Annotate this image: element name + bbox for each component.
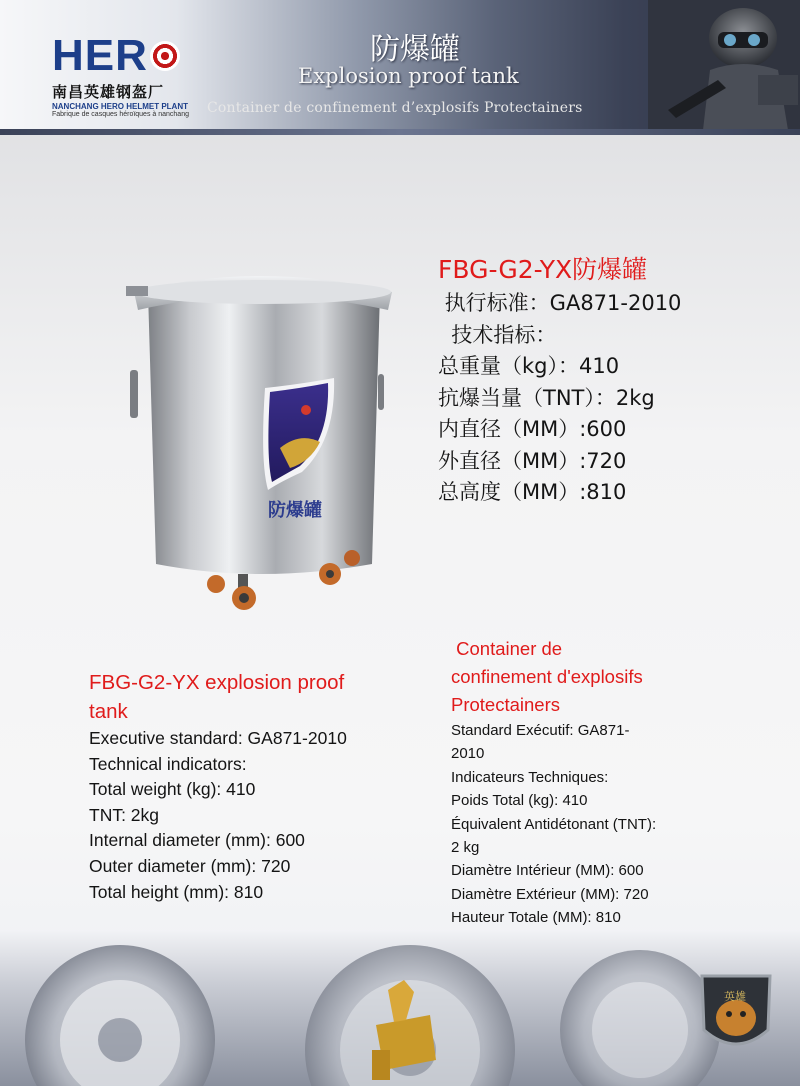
specs-french-title-line: Container de [451,638,563,659]
badge-text: 英雄 [724,990,746,1003]
hero-logo [52,31,202,118]
specs-chinese [438,252,778,509]
spec-line: TNT: 2kg [89,804,160,825]
spec-line: 总重量（kg）：410 [438,354,620,378]
spec-line: Total weight (kg): 410 [89,779,256,800]
logo-wordmark [52,31,202,80]
spec-line: 2 kg [451,839,480,857]
specs-french-title-line: confinement d'explosifs [451,666,643,687]
spec-line: 总高度（MM）:810 [438,480,627,504]
spec-line: Poids Total (kg): 410 [451,792,588,810]
tiger-shield-icon [702,976,770,1044]
spec-line: Diamètre Extérieur (MM): 720 [451,885,649,903]
spec-line: Diamètre Intérieur (MM): 600 [451,862,644,880]
specs-french [451,635,751,930]
spec-line: Indicateurs Techniques: [451,768,609,786]
spec-line: 执行标准：GA871-2010 [438,291,682,315]
spec-line: Équivalent Antidétonant (TNT): [451,815,657,833]
header-banner [0,0,800,135]
header-title-english: Explosion proof tank [298,64,519,88]
logo-word-text: HER [52,31,148,80]
spec-line: 2010 [451,745,485,763]
logo-chinese-name: 南昌英雄钢盔厂 [52,83,165,101]
specs-english-title-line2: tank [89,700,128,723]
logo-english-name: NANCHANG HERO HELMET PLANT [52,102,188,111]
header-title-french: Container de confinement d’explosifs Protectainers [207,100,583,116]
logo-french-name: Fabrique de casques héroïques à nanchang [52,111,189,118]
specs-english-title-line1: FBG-G2-YX explosion proof [89,671,345,694]
spec-line: Standard Exécutif: GA871- [451,722,630,739]
spec-line: 抗爆当量（TNT）：2kg [438,385,655,410]
spec-line: 技术指标： [438,322,557,347]
target-icon [150,41,180,71]
spec-line: Outer diameter (mm): 720 [89,855,291,876]
specs-chinese-title: FBG-G2-YX防爆罐 [438,255,648,284]
explosion-proof-tank-image [120,262,400,622]
spec-line: Total height (mm): 810 [89,881,264,902]
specs-english [89,668,409,905]
spec-line: Technical indicators: [89,753,247,774]
specs-french-title-line: Protectainers [451,694,560,715]
spec-line: Executive standard: GA871-2010 [89,728,347,748]
spec-line: Hauteur Totale (MM): 810 [451,909,621,927]
tank-emblem-label: 防爆罐 [268,500,322,521]
header-title-chinese: 防爆罐 [370,32,460,67]
spec-line: 外直径（MM）:720 [438,448,627,473]
footer-gears-banner [0,930,800,1086]
spec-line: Internal diameter (mm): 600 [89,830,305,851]
soldier-image [648,0,800,130]
spec-line: 内直径（MM）:600 [438,417,627,441]
